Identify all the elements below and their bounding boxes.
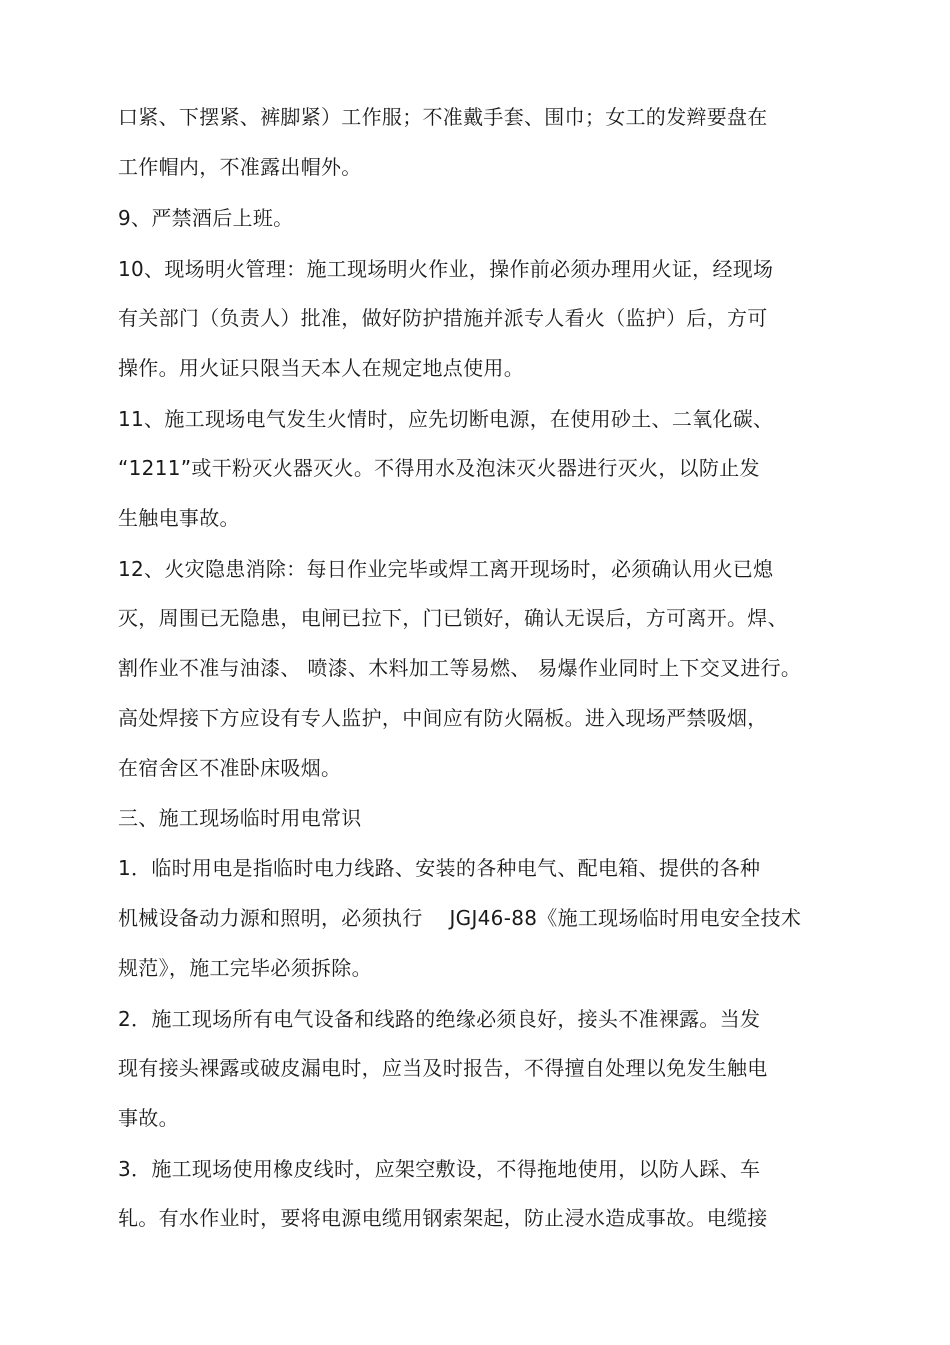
text-line: 10、现场明火管理：施工现场明火作业，操作前必须办理用火证，经现场: [118, 257, 774, 281]
text-line: “1211”或干粉灭火器灭火。不得用水及泡沫灭火器进行灭火，以防止发: [118, 456, 760, 480]
text-line: 9、严禁酒后上班。: [118, 206, 294, 230]
text-line: 在宿舍区不准卧床吸烟。: [118, 756, 342, 780]
text-line: 操作。用火证只限当天本人在规定地点使用。: [118, 356, 524, 380]
text-line: 现有接头裸露或破皮漏电时，应当及时报告，不得擅自处理以免发生触电: [118, 1056, 768, 1080]
text-line: 有关部门（负责人）批准，做好防护措施并派专人看火（监护）后，方可: [118, 306, 768, 330]
text-line: 2．施工现场所有电气设备和线路的绝缘必须良好，接头不准裸露。当发: [118, 1007, 761, 1031]
text-line: 灭，周围已无隐患，电闸已拉下，门已锁好，确认无误后，方可离开。焊、: [118, 606, 788, 630]
text-line: 割作业不准与油漆、 喷漆、木料加工等易燃、 易爆作业同时上下交叉进行。: [118, 656, 802, 680]
text-line: 1．临时用电是指临时电力线路、安装的各种电气、配电箱、提供的各种: [118, 856, 761, 880]
text-line: 事故。: [118, 1106, 179, 1130]
text-line: 3．施工现场使用橡皮线时，应架空敷设，不得拖地使用，以防人踩、车: [118, 1157, 761, 1181]
text-line: 高处焊接下方应设有专人监护，中间应有防火隔板。进入现场严禁吸烟，: [118, 706, 768, 730]
text-line: 轧。有水作业时，要将电源电缆用钢索架起，防止浸水造成事故。电缆接: [118, 1206, 768, 1230]
text-line: 口紧、下摆紧、裤脚紧）工作服；不准戴手套、围巾；女工的发辫要盘在: [118, 105, 768, 129]
text-line: 12、火灾隐患消除：每日作业完毕或焊工离开现场时，必须确认用火已熄: [118, 557, 774, 581]
text-line: 11、施工现场电气发生火情时，应先切断电源，在使用砂土、二氧化碳、: [118, 407, 774, 431]
text-line: 规范》，施工完毕必须拆除。: [118, 956, 372, 980]
text-line: 工作帽内，不准露出帽外。: [118, 155, 362, 179]
text-line: 机械设备动力源和照明，必须执行 JGJ46-88《施工现场临时用电安全技术: [118, 906, 802, 930]
text-line: 生触电事故。: [118, 506, 240, 530]
section-heading: 三、施工现场临时用电常识: [118, 806, 362, 830]
